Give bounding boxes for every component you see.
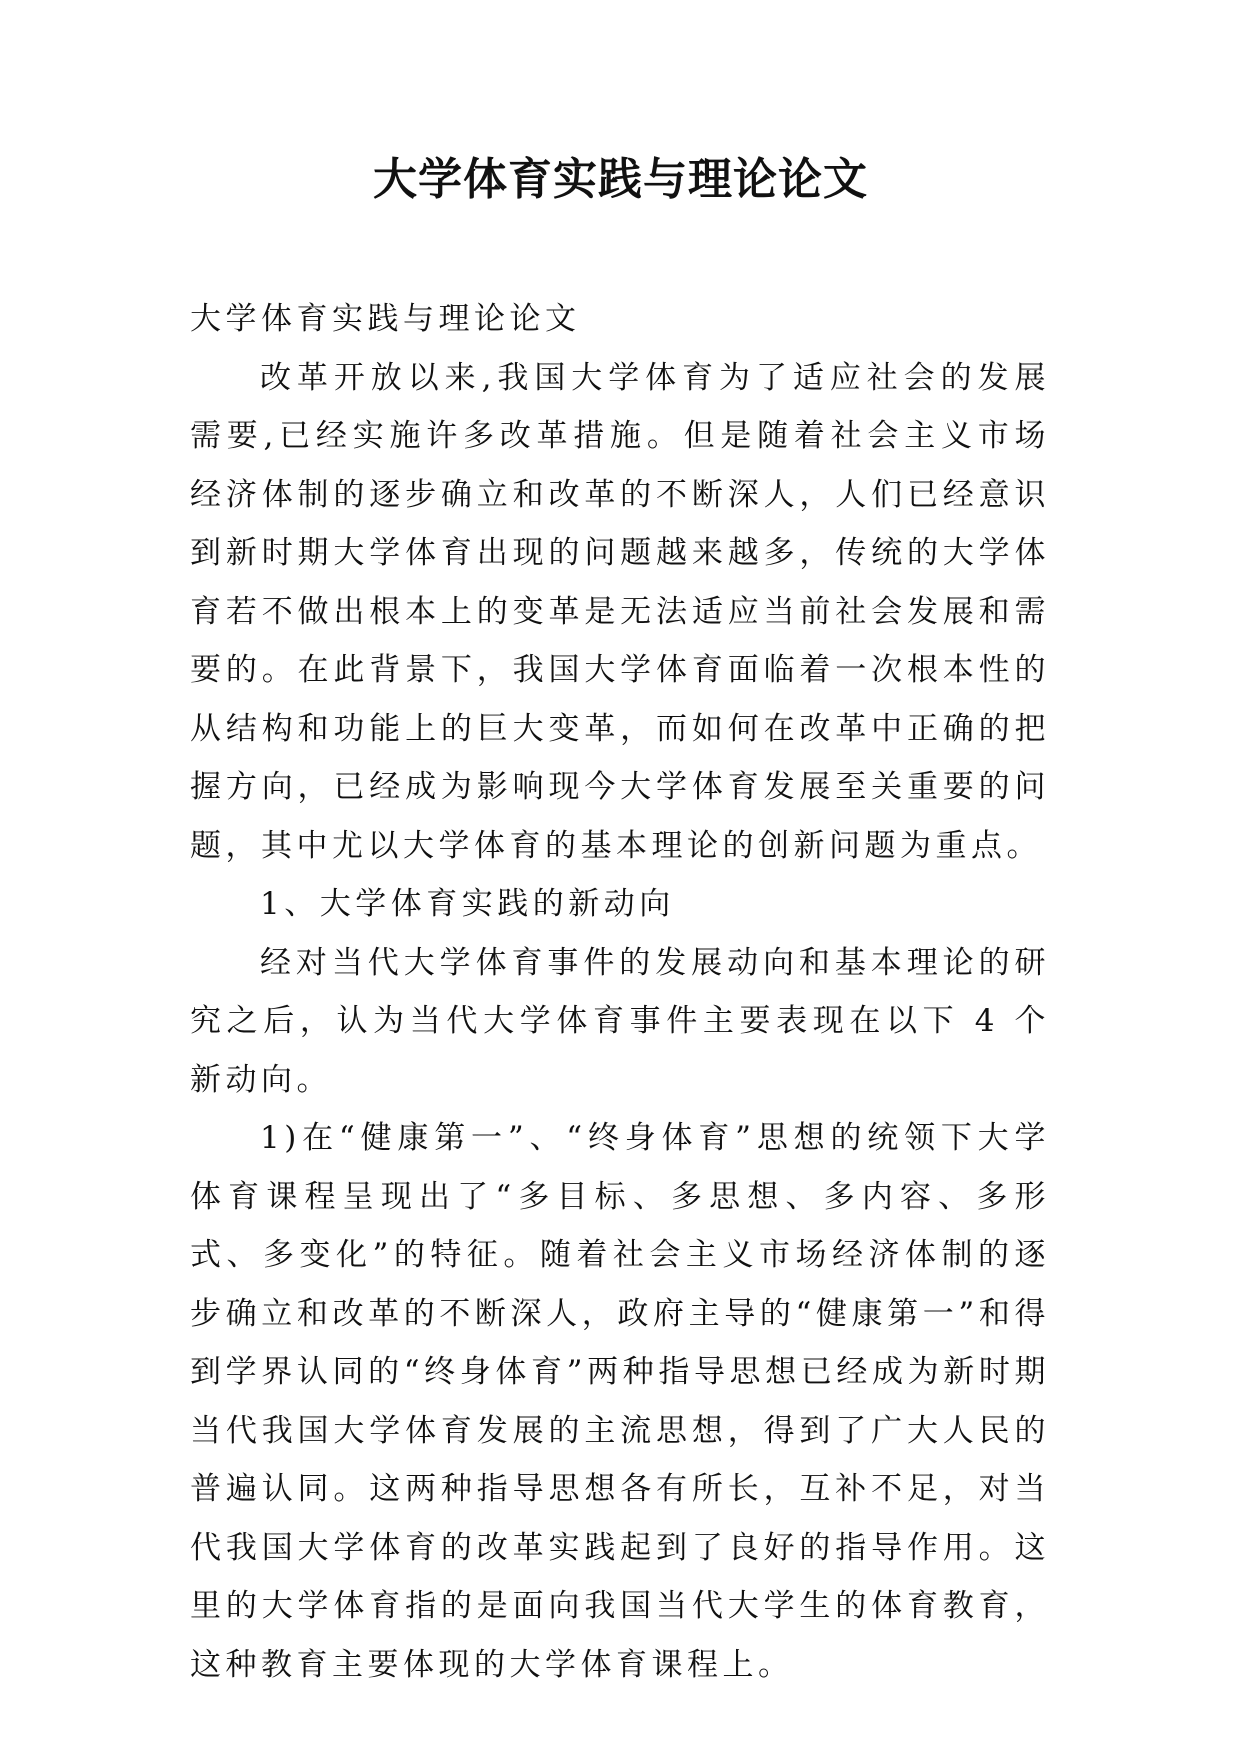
paragraph-summary: 经对当代大学体育事件的发展动向和基本理论的研究之后，认为当代大学体育事件主要表现在以下 4 个新动向。 (190, 944, 1050, 1098)
document-body (190, 290, 1050, 1694)
section-heading: 1、大学体育实践的新动向 (260, 886, 675, 922)
document-title: 大学体育实践与理论论文 (373, 154, 868, 205)
paragraph-point-1: 1)在“健康第一”、“终身体育”思想的统领下大学体育课程呈现出了“多目标、多思想、多内容、多形式、多变化”的特征。随着社会主义市场经济体制的逐步确立和改革的不断深人，政府主导的“健康第一”和得到学界认同的“终身体育”两种指导思想已经成为新时期当代我国大学体育发展的主流思想，得到了广大人民的普遍认同。这两种指导思想各有所长，互补不足，对当代我国大学体育的改革实践起到了良好的指导作用。这里的大学体育指的是面向我国当代大学生的体育教育，这种教育主要体现的大学体育课程上。 (190, 1120, 1050, 1683)
paragraph-intro: 改革开放以来,我国大学体育为了适应社会的发展需要,已经实施许多改革措施。但是随着社会主义市场经济体制的逐步确立和改革的不断深人，人们已经意识到新时期大学体育出现的问题越来越多，传统的大学体育若不做出根本上的变革是无法适应当前社会发展和需要的。在此背景下，我国大学体育面临着一次根本性的从结构和功能上的巨大变革，而如何在改革中正确的把握方向，已经成为影响现今大学体育发展至关重要的问题，其中尤以大学体育的基本理论的创新问题为重点。 (190, 359, 1050, 864)
paragraph-heading: 大学体育实践与理论论文 (190, 301, 581, 337)
